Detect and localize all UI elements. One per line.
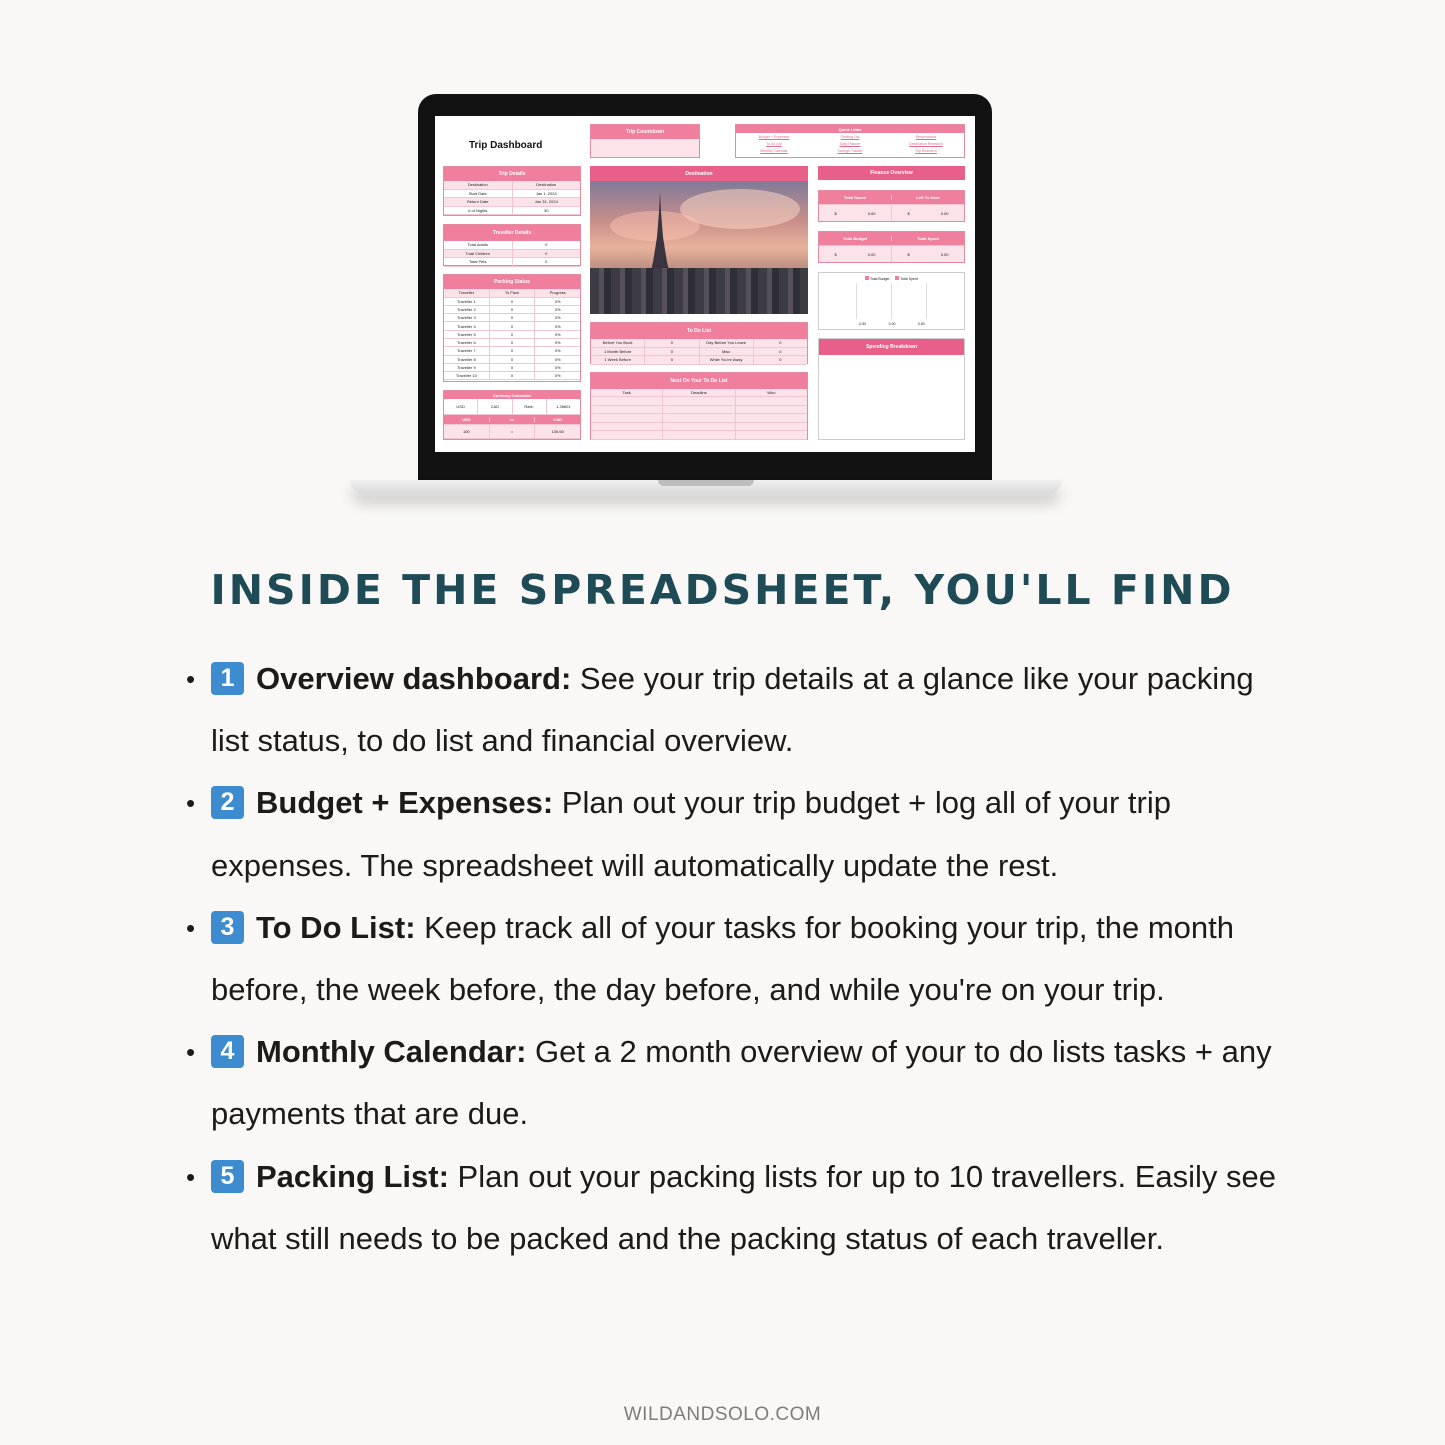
table-cell: Destination bbox=[444, 181, 513, 189]
table-cell: 0% bbox=[554, 348, 561, 354]
table-cell: USD bbox=[444, 399, 478, 414]
quick-links-title: Quick Links bbox=[736, 125, 964, 133]
table-cell: 0 bbox=[490, 339, 536, 346]
total-spent-label: Total Spent bbox=[917, 236, 939, 241]
number-2-icon: 2 bbox=[211, 786, 244, 819]
trip-details-rows bbox=[444, 181, 580, 215]
table-cell: 0 bbox=[490, 347, 536, 354]
feature-title: To Do List: bbox=[256, 909, 416, 945]
destination-title: Destination bbox=[590, 166, 808, 182]
table-row bbox=[444, 415, 580, 425]
table-cell: Traveller bbox=[444, 289, 490, 297]
feature-title: Budget + Expenses: bbox=[256, 785, 554, 821]
todo-panel bbox=[590, 322, 808, 364]
table-cell: 0% bbox=[554, 340, 561, 346]
table-cell: 0 bbox=[490, 331, 536, 338]
table-row bbox=[591, 339, 807, 348]
table-cell bbox=[663, 423, 735, 431]
table-cell: = bbox=[490, 425, 536, 438]
table-cell: Traveller 9 bbox=[444, 364, 490, 371]
currency-title: Currency Calculator bbox=[444, 391, 580, 399]
table-cell: Misc bbox=[700, 348, 754, 356]
currency-rows bbox=[444, 399, 580, 439]
table-cell: 0 bbox=[545, 259, 548, 265]
table-cell: 0 bbox=[490, 314, 536, 321]
spreadsheet-screenshot bbox=[435, 116, 975, 452]
quick-links-panel bbox=[735, 124, 965, 158]
table-cell: Return Date bbox=[444, 198, 513, 206]
feature-item bbox=[186, 1021, 1296, 1145]
table-cell: 0 bbox=[779, 357, 782, 363]
feature-text: Plan out your packing lists for up to 10 travellers. Easily see what still needs to be packed and the packing status of each traveller. bbox=[211, 1158, 1277, 1256]
table-cell: Traveller 2 bbox=[444, 306, 490, 313]
trip-details-title: Trip Details bbox=[444, 167, 580, 181]
packing-status-panel bbox=[443, 274, 581, 382]
dashboard-title: Trip Dashboard bbox=[469, 140, 543, 151]
traveller-details-rows bbox=[444, 241, 580, 267]
table-cell: 30 bbox=[544, 207, 549, 213]
table-cell bbox=[591, 423, 663, 431]
table-cell: CAD bbox=[478, 399, 512, 414]
number-3-icon: 3 bbox=[211, 911, 244, 944]
table-cell: to bbox=[490, 417, 536, 422]
table-row bbox=[444, 241, 580, 250]
feature-list bbox=[186, 648, 1296, 1270]
table-cell bbox=[663, 406, 735, 414]
table-row bbox=[444, 331, 580, 339]
table-cell bbox=[736, 414, 807, 422]
table-row bbox=[444, 181, 580, 190]
tick-label: 0.00 bbox=[888, 322, 896, 326]
table-row bbox=[444, 425, 580, 439]
feature-item bbox=[186, 648, 1296, 772]
table-cell: 0 bbox=[645, 356, 699, 364]
quick-link[interactable]: Savings Tracker bbox=[837, 149, 863, 153]
left-to-save-value: 0.00 bbox=[940, 210, 949, 216]
spending-breakdown-title: Spending Breakdown bbox=[819, 339, 964, 355]
table-cell: 0% bbox=[554, 356, 561, 362]
table-row bbox=[444, 258, 580, 267]
table-row bbox=[444, 306, 580, 314]
table-cell bbox=[663, 414, 735, 422]
quick-link[interactable]: Trip Research bbox=[915, 149, 937, 153]
table-cell: 0 bbox=[779, 348, 782, 354]
table-cell: Day Before You Leave bbox=[700, 339, 754, 347]
table-cell bbox=[591, 397, 663, 405]
table-cell bbox=[591, 406, 663, 414]
table-cell: 0 bbox=[490, 372, 536, 379]
packing-status-rows bbox=[444, 289, 580, 380]
table-cell: 1 Week Before bbox=[591, 356, 645, 364]
table-cell bbox=[736, 397, 807, 405]
laptop-bezel bbox=[418, 452, 992, 480]
total-saved-label: Total Saved bbox=[819, 195, 892, 200]
table-row bbox=[444, 289, 580, 298]
table-row bbox=[444, 250, 580, 259]
table-cell: Total Children bbox=[444, 250, 513, 258]
currency-symbol: $ bbox=[907, 210, 910, 216]
quick-link[interactable]: Destination Research bbox=[909, 142, 943, 146]
number-4-icon: 4 bbox=[211, 1035, 244, 1068]
table-row bbox=[591, 406, 807, 415]
table-cell: Deadline bbox=[663, 389, 735, 396]
table-cell: 0% bbox=[554, 306, 561, 312]
laptop-mockup bbox=[350, 94, 1062, 514]
quick-link[interactable]: Daily Planner bbox=[839, 142, 861, 146]
number-1-icon: 1 bbox=[211, 662, 244, 695]
table-cell: 0% bbox=[554, 323, 561, 329]
table-cell: Total Pets bbox=[444, 258, 513, 266]
table-cell bbox=[591, 414, 663, 422]
feature-text: Get a 2 month overview of your to do lists tasks + any payments that are due. bbox=[211, 1034, 1272, 1132]
table-cell: Progress bbox=[549, 290, 566, 296]
number-5-icon: 5 bbox=[211, 1160, 244, 1193]
section-headline: INSIDE THE SPREADSHEET, YOU'LL FIND bbox=[210, 566, 1235, 614]
table-cell: 0 bbox=[645, 339, 699, 347]
city-skyline bbox=[590, 268, 808, 314]
table-cell: 0 bbox=[490, 364, 536, 371]
trip-countdown-panel bbox=[590, 124, 700, 158]
currency-calculator-panel bbox=[443, 390, 581, 440]
table-row bbox=[591, 356, 807, 365]
table-cell bbox=[591, 431, 663, 439]
table-cell: 0 bbox=[490, 322, 536, 329]
trip-countdown-value bbox=[591, 139, 699, 157]
table-row bbox=[591, 431, 807, 440]
tick-label: 0.50 bbox=[917, 322, 925, 326]
table-cell: Task bbox=[591, 389, 663, 396]
quick-link[interactable]: Packing List bbox=[840, 135, 860, 139]
legend-item: Total Spent bbox=[895, 276, 917, 281]
feature-title: Packing List: bbox=[256, 1158, 449, 1194]
packing-status-title: Packing Status bbox=[444, 275, 580, 289]
quick-link[interactable]: Monthly Calendar bbox=[760, 149, 788, 153]
table-cell: 0% bbox=[554, 331, 561, 337]
table-cell bbox=[736, 431, 807, 439]
table-cell: 100 bbox=[444, 425, 490, 438]
table-cell: 1 Month Before bbox=[591, 348, 645, 356]
table-cell: Traveller 3 bbox=[444, 314, 490, 321]
table-cell: To Pack bbox=[490, 289, 536, 297]
table-cell: Total Adults bbox=[444, 241, 513, 249]
table-cell: # of Nights bbox=[444, 207, 513, 215]
table-row bbox=[444, 207, 580, 216]
table-cell: Traveller 6 bbox=[444, 339, 490, 346]
table-row bbox=[444, 322, 580, 330]
table-row bbox=[444, 399, 580, 415]
todo-title: To Do List bbox=[591, 323, 807, 339]
feature-text: Plan out your trip budget + log all of your trip expenses. The spreadsheet will automatically update the rest. bbox=[211, 785, 1171, 883]
finance-saved-panel bbox=[818, 190, 965, 222]
next-todo-panel bbox=[590, 372, 808, 440]
table-cell: 0 bbox=[490, 356, 536, 363]
table-cell: 0 bbox=[645, 348, 699, 356]
table-cell: 0% bbox=[554, 365, 561, 371]
table-cell: 0% bbox=[554, 298, 561, 304]
table-cell: While You're Away bbox=[700, 356, 754, 364]
next-todo-title: Next On Your To Do List bbox=[591, 373, 807, 389]
table-cell: Traveller 7 bbox=[444, 347, 490, 354]
table-row bbox=[591, 423, 807, 432]
table-cell: Start Date bbox=[444, 190, 513, 198]
laptop-lid bbox=[418, 94, 992, 480]
table-cell: 1.35601 bbox=[556, 404, 571, 409]
total-saved-value: 0.00 bbox=[867, 210, 876, 216]
table-row bbox=[444, 347, 580, 355]
feature-item bbox=[186, 1146, 1296, 1270]
total-budget-label: Total Budget bbox=[819, 236, 892, 241]
quick-link[interactable]: To Do List bbox=[766, 142, 782, 146]
table-cell bbox=[736, 406, 807, 414]
table-cell: Destination bbox=[536, 182, 557, 188]
total-budget-value: 0.00 bbox=[867, 251, 876, 257]
quick-link[interactable]: Budget + Expenses bbox=[758, 135, 790, 139]
quick-link[interactable]: Reservations bbox=[915, 135, 937, 139]
left-to-save-label: Left To Save bbox=[916, 195, 940, 200]
tick-label: -0.50 bbox=[858, 322, 867, 326]
table-cell: Traveller 5 bbox=[444, 331, 490, 338]
finance-title: Finance Overview bbox=[818, 166, 965, 180]
feature-item bbox=[186, 897, 1296, 1021]
currency-symbol: $ bbox=[834, 251, 837, 257]
traveller-details-panel bbox=[443, 224, 581, 266]
feature-title: Monthly Calendar: bbox=[256, 1034, 527, 1070]
table-row bbox=[591, 414, 807, 423]
eiffel-tower-photo bbox=[590, 181, 808, 314]
table-row bbox=[444, 364, 580, 372]
table-row bbox=[591, 397, 807, 406]
currency-symbol: $ bbox=[907, 251, 910, 257]
table-row bbox=[591, 348, 807, 357]
table-cell: 0 bbox=[545, 242, 548, 248]
trip-details-panel bbox=[443, 166, 581, 216]
table-row bbox=[444, 198, 580, 207]
table-row bbox=[591, 389, 807, 397]
table-row bbox=[444, 356, 580, 364]
table-cell: Jan 31, 2024 bbox=[534, 199, 558, 205]
table-cell: Rate: bbox=[513, 399, 547, 414]
table-row bbox=[444, 339, 580, 347]
trip-countdown-title: Trip Countdown bbox=[591, 125, 699, 139]
legend-item: Total Budget bbox=[865, 276, 889, 281]
quick-links-grid bbox=[736, 133, 964, 153]
footer-url[interactable]: WILDANDSOLO.COM bbox=[623, 1404, 822, 1425]
table-cell bbox=[663, 397, 735, 405]
table-row bbox=[444, 298, 580, 306]
table-cell: 0 bbox=[779, 340, 782, 346]
feature-text: Keep track all of your tasks for booking your trip, the month before, the week before, the day before, and while you're on your trip. bbox=[211, 909, 1235, 1008]
table-cell: 0 bbox=[490, 298, 536, 305]
table-row bbox=[444, 372, 580, 380]
table-cell: 0 bbox=[545, 250, 548, 256]
table-cell: Traveller 8 bbox=[444, 356, 490, 363]
feature-text: See your trip details at a glance like your packing list status, to do list and financial overview. bbox=[211, 661, 1254, 759]
table-cell: Traveller 10 bbox=[444, 372, 490, 379]
spending-breakdown-panel bbox=[818, 338, 965, 440]
table-cell bbox=[663, 431, 735, 439]
table-cell: 0% bbox=[554, 315, 561, 321]
feature-title: Overview dashboard: bbox=[256, 661, 572, 696]
next-todo-rows bbox=[591, 389, 807, 440]
table-cell: Who bbox=[767, 390, 776, 395]
traveller-details-title: Traveller Details bbox=[444, 225, 580, 241]
total-spent-value: 0.00 bbox=[940, 251, 949, 257]
table-cell: Before You Book bbox=[591, 339, 645, 347]
feature-item bbox=[186, 772, 1296, 896]
todo-rows bbox=[591, 339, 807, 365]
table-cell: USD bbox=[444, 417, 490, 422]
table-row bbox=[444, 190, 580, 199]
table-cell: 0% bbox=[554, 373, 561, 379]
table-row bbox=[444, 314, 580, 322]
table-cell: Jan 1, 2024 bbox=[535, 190, 557, 196]
table-cell: Traveller 1 bbox=[444, 298, 490, 305]
table-cell bbox=[736, 423, 807, 431]
finance-budget-panel bbox=[818, 231, 965, 263]
currency-symbol: $ bbox=[834, 210, 837, 216]
budget-chart bbox=[818, 272, 965, 330]
table-cell: 135.60 bbox=[551, 429, 564, 434]
laptop-notch bbox=[658, 480, 754, 486]
table-cell: CAD bbox=[553, 417, 563, 422]
table-cell: Traveller 4 bbox=[444, 322, 490, 329]
table-cell: 0 bbox=[490, 306, 536, 313]
